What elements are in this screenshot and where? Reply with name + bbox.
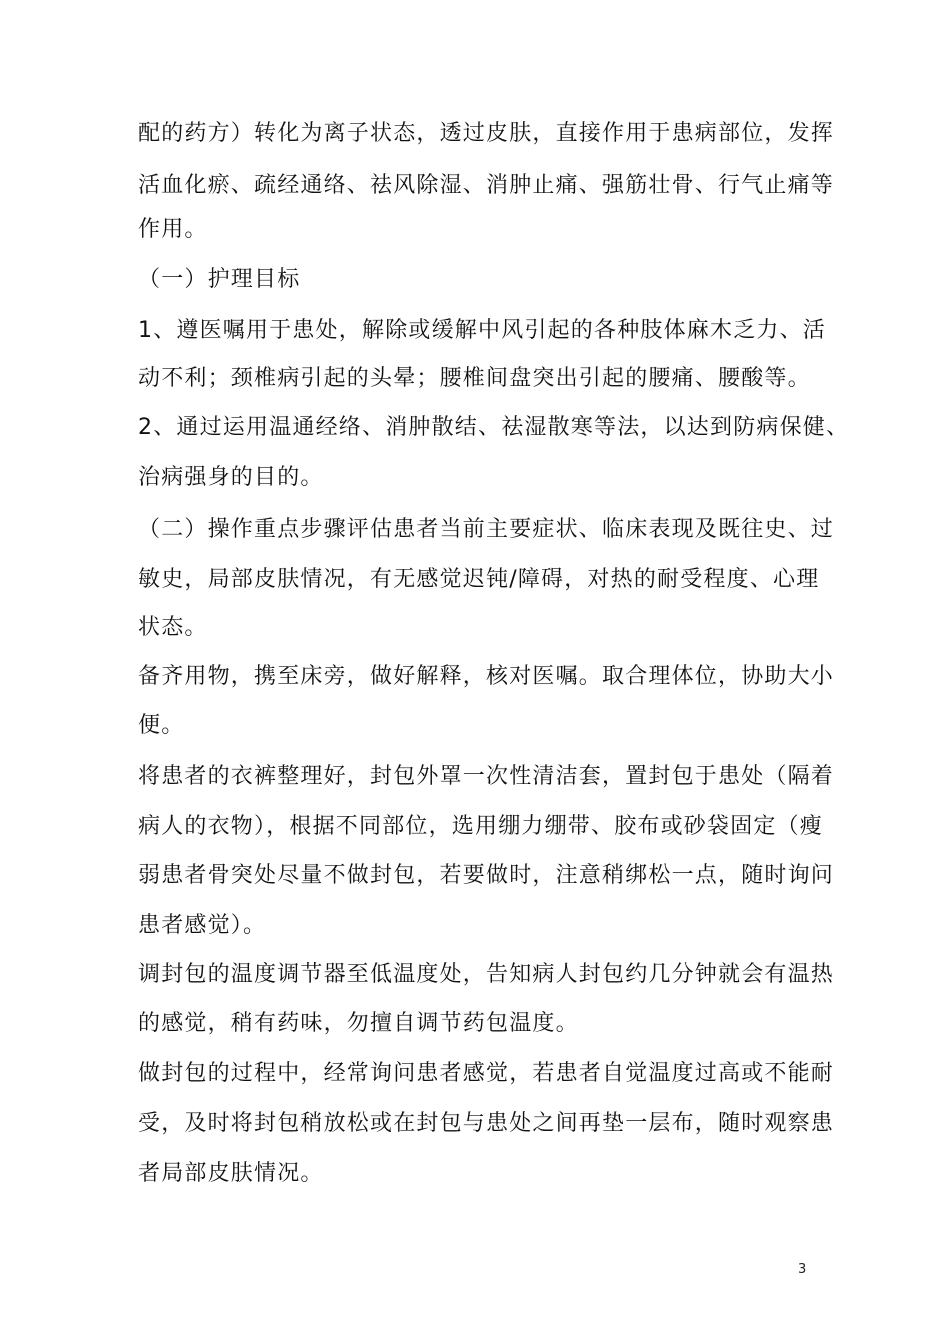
- text-line: 便。: [138, 713, 185, 738]
- list-item-line: 治病强身的目的。: [138, 465, 324, 490]
- text-line: 备齐用物，携至床旁，做好解释，核对医嘱。取合理体位，协助大小: [138, 664, 835, 689]
- text-line: 做封包的过程中，经常询问患者感觉，若患者自觉温度过高或不能耐: [138, 1061, 835, 1086]
- text-line: 患者感觉）。: [138, 913, 267, 938]
- section-heading: （一）护理目标: [138, 267, 301, 292]
- text-line: 的感觉，稍有药味，勿擅自调节药包温度。: [138, 1011, 579, 1036]
- section-heading: （二）操作重点步骤评估患者当前主要症状、临床表现及既往史、过: [138, 517, 835, 542]
- list-item-line: 2、通过运用温通经络、消肿散结、祛湿散寒等法，以达到防病保健、: [138, 415, 850, 440]
- text-line: 受，及时将封包稍放松或在封包与患处之间再垫一层布，随时观察患: [138, 1111, 835, 1136]
- text-line: 弱患者骨突处尽量不做封包，若要做时，注意稍绑松一点，随时询问: [138, 863, 835, 888]
- text-line: 配的药方）转化为离子状态，透过皮肤，直接作用于患病部位，发挥: [138, 121, 835, 146]
- text-line: 将患者的衣裤整理好，封包外罩一次性清洁套，置封包于患处（隔着: [138, 764, 835, 789]
- page-number: 3: [798, 1262, 807, 1277]
- text-line: 活血化瘀、疏经通络、祛风除湿、消肿止痛、强筋壮骨、行气止痛等: [138, 173, 835, 198]
- text-line: 状态。: [138, 615, 208, 640]
- list-item-line: 动不利；颈椎病引起的头晕；腰椎间盘突出引起的腰痛、腰酸等。: [138, 366, 811, 391]
- list-item-line: 1、遵医嘱用于患处，解除或缓解中风引起的各种肢体麻木乏力、活: [138, 318, 826, 343]
- text-line: 敏史，局部皮肤情况，有无感觉迟钝/障碍，对热的耐受程度、心理: [138, 567, 820, 592]
- text-line: 作用。: [138, 217, 208, 242]
- text-line: 病人的衣物），根据不同部位，选用绷力绷带、胶布或砂袋固定（瘦: [138, 814, 824, 839]
- text-line: 者局部皮肤情况。: [138, 1161, 324, 1186]
- text-line: 调封包的温度调节器至低温度处，告知病人封包约几分钟就会有温热: [138, 962, 835, 987]
